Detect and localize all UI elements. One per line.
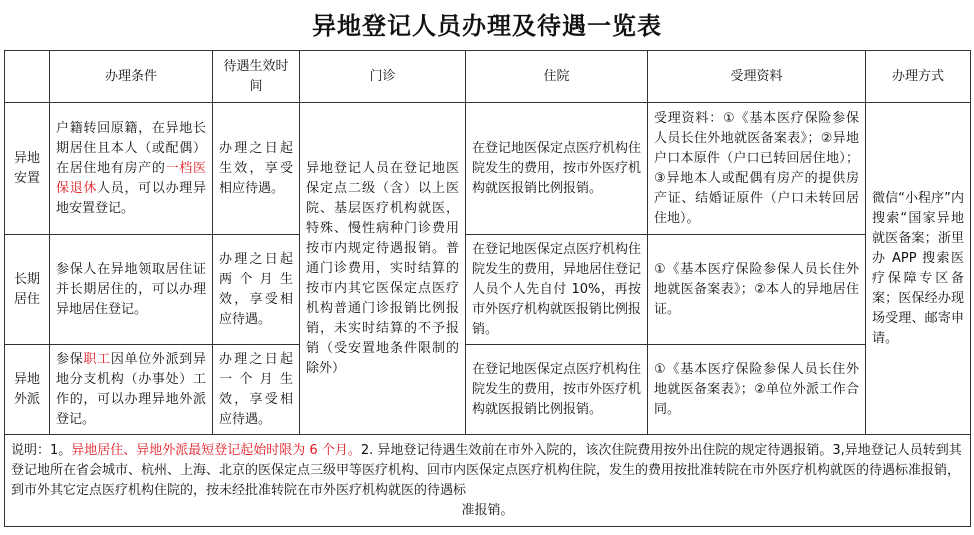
condition-text: 户籍转回原籍，在异地长期居住且本人（或配偶）在居住地有房产的 <box>56 120 206 176</box>
header-corner <box>5 51 50 103</box>
note-highlight: 异地居住、异地外派最短登记起始时限为 6 个月。 <box>71 442 361 458</box>
condition-long-term-residence: 参保人在异地领取居住证并长期居住的，可以办理异地居住登记。 <box>50 235 213 345</box>
documents-relocation: 受理资料：①《基本医疗保险参保人员长住外地就医备案表》；②异地户口本原件（户口已转回居住地）；③异地本人或配偶有房产的提供房产证、结婚证原件（户口未转回居住地）。 <box>648 103 866 235</box>
row-long-term-residence <box>5 235 971 345</box>
row-label-relocation: 异地安置 <box>5 103 50 235</box>
page-title: 异地登记人员办理及待遇一览表 <box>312 11 662 40</box>
inpatient-secondment: 在登记地医保定点医疗机构住院发生的费用，按市外医疗机构就医报销比例报销。 <box>466 345 648 435</box>
inpatient-long-term-residence: 在登记地医保定点医疗机构住院发生的费用，异地居住登记人员个人先自付 10%，再按市外医疗机构就医报销比例报销。 <box>466 235 648 345</box>
note-body: 2. 异地登记待遇生效前在市外入院的，该次住院费用按外出住院的规定待遇报销。3,异地登记人员转到其登记地所在省会城市、杭州、上海、北京的医保定点三级甲等医疗机构、回市内医保定点医疗机构住院，发生的费用按批准转院在市外医疗机构就医的待遇标准报销，到市外其它定点医疗机构住院的，按未经批准转院在市外医疗机构就医的待遇标 <box>11 442 962 498</box>
note-ending: 准报销。 <box>461 502 514 518</box>
condition-secondment <box>50 345 213 435</box>
benefits-table <box>4 50 971 527</box>
effective-relocation: 办理之日起生效，享受相应待遇。 <box>213 103 300 235</box>
highlight-text: 一档医保退休 <box>56 160 206 196</box>
row-relocation <box>5 103 971 235</box>
row-secondment <box>5 345 971 435</box>
notes-cell <box>5 435 971 527</box>
outpatient-cell: 异地登记人员在登记地医保定点二级（含）以上医院、基层医疗机构就医，特殊、慢性病种门诊费用按市内规定待遇报销。普通门诊费用，实时结算的按市内其它医保定点医疗机构普通门诊报销比例报销，未实时结算的不予报销（受安置地条件限制的除外） <box>300 103 466 435</box>
header-row <box>5 51 971 103</box>
condition-text: 因单位外派到异地分支机构（办事处）工作的，可以办理异地外派登记。 <box>56 351 206 427</box>
row-label-long-term-residence: 长期居住 <box>5 235 50 345</box>
documents-secondment: ①《基本医疗保险参保人员长住外地就医备案表》；②单位外派工作合同。 <box>648 345 866 435</box>
condition-relocation <box>50 103 213 235</box>
row-label-secondment: 异地外派 <box>5 345 50 435</box>
condition-text: 参保 <box>56 351 84 367</box>
notes-row <box>5 435 971 527</box>
documents-long-term-residence: ①《基本医疗保险参保人员长住外地就医备案表》；②本人的异地居住证。 <box>648 235 866 345</box>
effective-secondment: 办理之日起一个月生效，享受相应待遇。 <box>213 345 300 435</box>
header-inpatient: 住院 <box>466 51 648 103</box>
header-method: 办理方式 <box>866 51 971 103</box>
header-condition: 办理条件 <box>50 51 213 103</box>
inpatient-relocation: 在登记地医保定点医疗机构住院发生的费用，按市外医疗机构就医报销比例报销。 <box>466 103 648 235</box>
highlight-text: 职工 <box>83 351 111 367</box>
note-prefix: 说明：1。 <box>11 442 72 458</box>
header-effective-time: 待遇生效时间 <box>213 51 300 103</box>
effective-long-term-residence: 办理之日起两个月生效，享受相应待遇。 <box>213 235 300 345</box>
condition-text: 人员，可以办理异地安置登记。 <box>56 180 206 216</box>
header-documents: 受理资料 <box>648 51 866 103</box>
header-outpatient: 门诊 <box>300 51 466 103</box>
method-cell: 微信“小程序”内搜索“国家异地就医备案；浙里办 APP 搜索医疗保障专区备案；医保经办现场受理、邮寄申请。 <box>866 103 971 435</box>
